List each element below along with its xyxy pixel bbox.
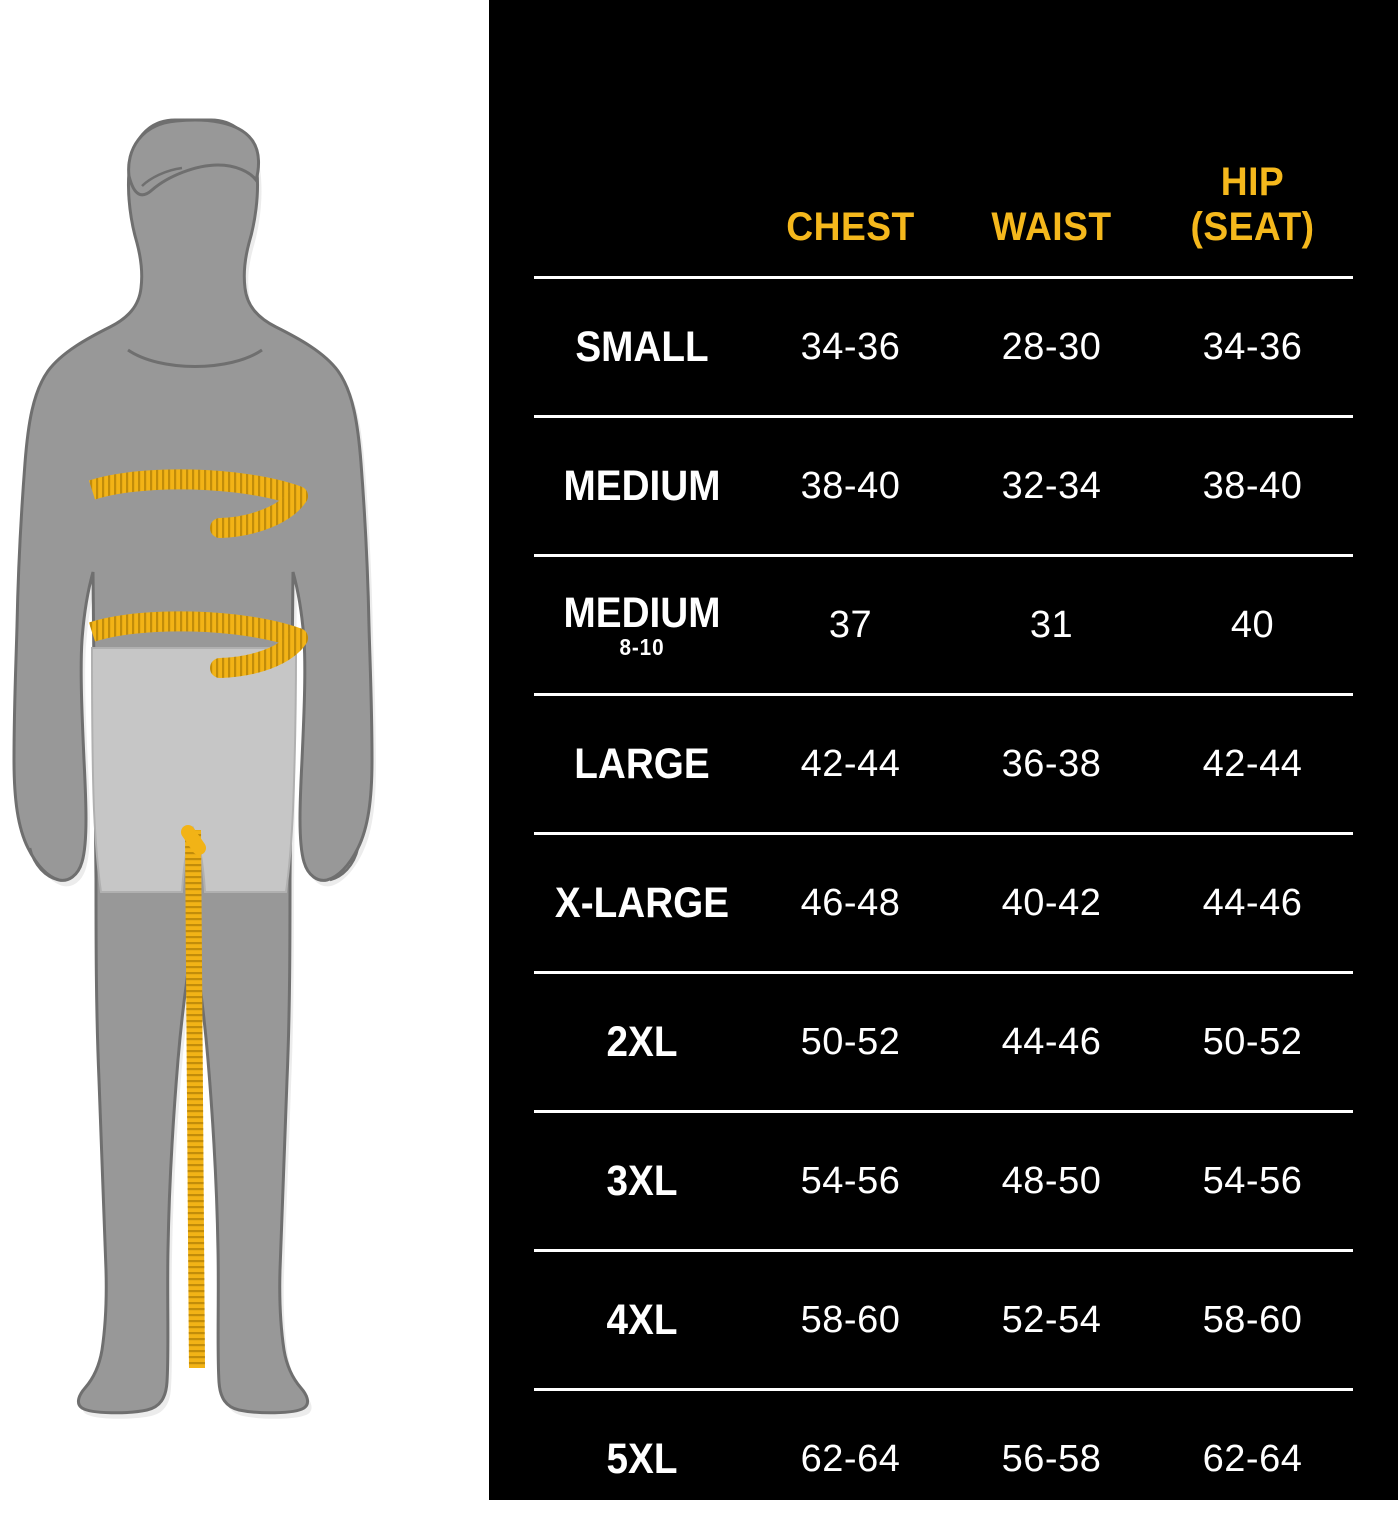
table-row <box>534 1251 1353 1390</box>
row-size-name: SMALL <box>545 323 739 372</box>
inseam-tape <box>188 830 199 1368</box>
cell-waist: 32-34 <box>951 417 1152 556</box>
cell-chest: 37 <box>750 556 951 695</box>
cell-waist: 28-30 <box>951 278 1152 417</box>
row-size-label <box>545 834 739 973</box>
cell-waist: 31 <box>951 556 1152 695</box>
row-size-name: 2XL <box>545 1018 739 1067</box>
cell-waist: 48-50 <box>951 1112 1152 1251</box>
cell-hip: 54-56 <box>1152 1112 1353 1251</box>
cell-chest: 46-48 <box>750 834 951 973</box>
cell-hip: 40 <box>1152 556 1353 695</box>
column-header-hip: HIP (SEAT) <box>1159 0 1346 278</box>
row-size-name: 4XL <box>545 1296 739 1345</box>
table-row <box>534 556 1353 695</box>
row-size-label <box>545 417 739 556</box>
cell-hip: 62-64 <box>1152 1390 1353 1527</box>
cell-hip: 34-36 <box>1152 278 1353 417</box>
table-row <box>534 278 1353 417</box>
cell-waist: 52-54 <box>951 1251 1152 1390</box>
size-table-panel <box>489 0 1398 1500</box>
row-size-sublabel: 8-10 <box>545 634 739 661</box>
table-row <box>534 1390 1353 1527</box>
column-header-size <box>542 0 743 278</box>
cell-chest: 62-64 <box>750 1390 951 1527</box>
cell-waist: 56-58 <box>951 1390 1152 1527</box>
cell-hip: 58-60 <box>1152 1251 1353 1390</box>
cell-waist: 36-38 <box>951 695 1152 834</box>
row-size-label <box>545 1390 739 1527</box>
table-body <box>534 278 1353 1527</box>
row-size-name: MEDIUM <box>545 589 739 638</box>
row-size-label <box>545 556 739 695</box>
cell-hip: 38-40 <box>1152 417 1353 556</box>
row-size-name: 5XL <box>545 1435 739 1484</box>
cell-chest: 34-36 <box>750 278 951 417</box>
row-size-name: 3XL <box>545 1157 739 1206</box>
cell-chest: 50-52 <box>750 973 951 1112</box>
row-size-label <box>545 1251 739 1390</box>
cell-chest: 38-40 <box>750 417 951 556</box>
body-measurement-illustration <box>0 0 489 1500</box>
table-row <box>534 973 1353 1112</box>
row-size-name: LARGE <box>545 740 739 789</box>
cell-hip: 42-44 <box>1152 695 1353 834</box>
cell-hip: 50-52 <box>1152 973 1353 1112</box>
column-header-chest: CHEST <box>757 0 944 278</box>
table-row <box>534 834 1353 973</box>
size-chart-table <box>534 0 1353 1527</box>
cell-hip: 44-46 <box>1152 834 1353 973</box>
table-row <box>534 695 1353 834</box>
row-size-label <box>545 973 739 1112</box>
table-row <box>534 417 1353 556</box>
table-header-row <box>534 0 1353 278</box>
cell-chest: 42-44 <box>750 695 951 834</box>
cell-waist: 44-46 <box>951 973 1152 1112</box>
row-size-label <box>545 278 739 417</box>
row-size-name: X-LARGE <box>545 879 739 928</box>
row-size-label <box>545 695 739 834</box>
cell-chest: 54-56 <box>750 1112 951 1251</box>
table-row <box>534 1112 1353 1251</box>
table-header <box>534 0 1353 278</box>
column-header-waist: WAIST <box>958 0 1145 278</box>
cell-chest: 58-60 <box>750 1251 951 1390</box>
row-size-name: MEDIUM <box>545 462 739 511</box>
figure-panel <box>0 0 489 1500</box>
cell-waist: 40-42 <box>951 834 1152 973</box>
row-size-label <box>545 1112 739 1251</box>
